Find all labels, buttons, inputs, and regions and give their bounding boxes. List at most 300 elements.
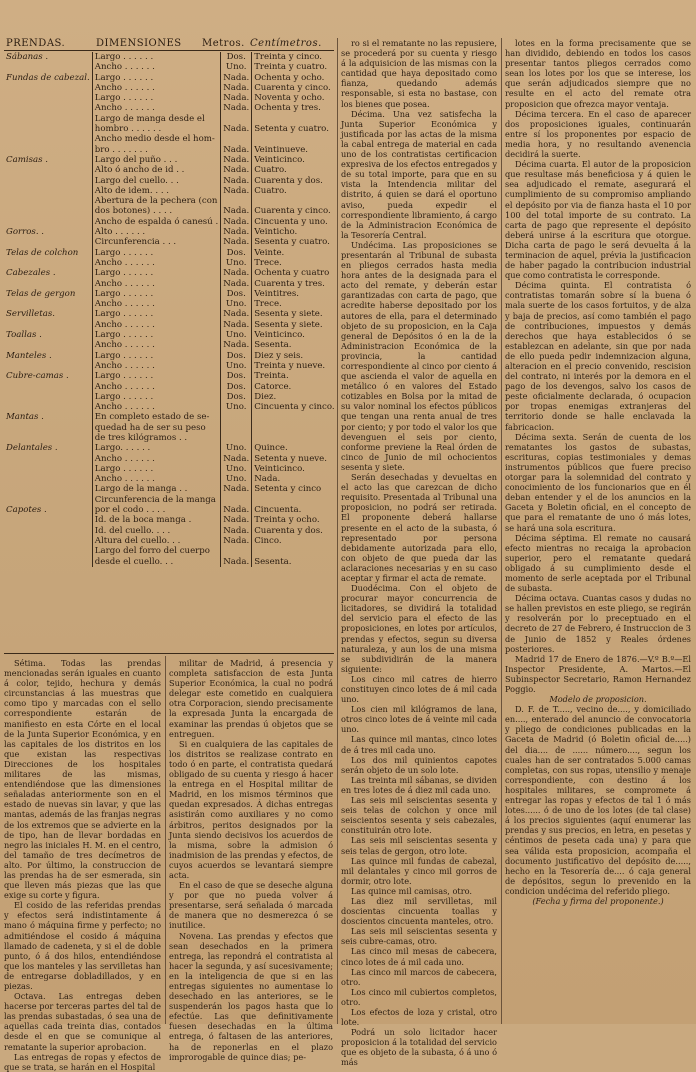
table-bottom-rule — [4, 653, 334, 654]
prenda-cell — [4, 454, 92, 464]
metros-cell: Uno. — [221, 361, 252, 371]
metros-cell — [221, 134, 252, 144]
prenda-cell — [4, 382, 92, 392]
paragraph: Las seis mil seiscientas sesenta y seis cubre-camas, otro. — [341, 926, 497, 947]
prenda-cell — [4, 258, 92, 268]
centimetros-cell: Trece. — [254, 257, 282, 268]
table-row — [4, 103, 337, 113]
metros-cell — [221, 546, 252, 556]
dimension-cell: bro . . . . . . . — [92, 145, 220, 155]
table-row — [4, 546, 337, 556]
table-row — [4, 330, 337, 340]
paragraph: Décima séptima. El remate no causará efecto mientras no recaiga la aprobacion superior, pero el rematante quedará obligado á su cumplimiento desde el momento de serle aceptada por el Tribunal de subasta. — [505, 532, 691, 594]
table-row — [4, 93, 337, 103]
centimetros-cell: Treinta y cinco. — [254, 52, 322, 62]
metros-cell: Nada. — [221, 515, 252, 525]
table-row — [4, 73, 337, 83]
table-row — [4, 309, 337, 319]
prenda-cell — [4, 114, 92, 124]
centimetros-cell: Cuatro. — [254, 185, 287, 196]
centimetros-cell: Veinte. — [254, 247, 285, 258]
centimetros-cell: Cincuenta y uno. — [254, 216, 328, 227]
centimetros-cell: Noventa y ocho. — [254, 93, 325, 104]
dimension-cell: Ancho . . . . . . — [92, 454, 220, 464]
prenda-cell — [4, 299, 92, 309]
table-row — [4, 155, 337, 165]
paragraph: Décima sexta. Serán de cuenta de los rematantes los gastos de subastas, escrituras, copias testimoniales y demas instrumentos públicos que fuere preciso otorgar para la solemnidad del contrato y conocimiento de los funcionarios que en él deban entender y el de los anuncios en la Gaceta y Boletin oficial, en el concepto de que para el rematante de uno ó más lotes, se hará una sola escritura. — [505, 431, 691, 533]
metros-cell: Dos. — [221, 289, 252, 299]
table-row — [4, 237, 337, 247]
centimetros-cell: Setenta y cuatro. — [254, 124, 329, 135]
metros-cell — [221, 196, 252, 206]
paragraph: Los cinco mil cubiertos completos, otro. — [341, 986, 497, 1007]
column-divider — [337, 38, 338, 1024]
centimetros-cell: Treinta y nueve. — [254, 360, 326, 371]
paragraph: Décima. Una vez satisfecha la Junta Superior Económica y justificada por las actas de la misma la cabal entrega de material en cada uno de los contratistas certificacion expresiva de los efectos entregados y de su total importe, para que en su vista la Intendencia militar del distrito, á quien se dará el oportuno aviso, pueda expedir el correspondiente libramiento, á cargo de la Administracion Económica de la Tesorería Central. — [341, 108, 497, 240]
prenda-cell — [4, 134, 92, 144]
text-column-middle — [341, 38, 497, 1068]
centimetros-cell: Ochenta y cuatro — [254, 268, 330, 279]
paragraph: D. F. de T....., vecino de...., y domiciliado en...., enterado del anuncio de convocatoria y pliego de condiciones publicadas en la Gaceta de Madrid (ó Boletin oficial de.....) del dia.... de ...... número...., segun los cuales han de ser contratados 5.000 camas completas, con sus ropas, utensilio y menaje correspondiente, con destino á los hospitales militares, se compromete á entregar las ropas y efectos de tal 1 ó más lotes...... ó de uno de los lotes (de tal clase) á los precios siguientes (aquí enumerar las prendas y sus precios, en letra, en pesetas y céntimos de peseta cada una) y para que sea válida esta proposicion, acompaña el documento justificativo del depósito de....., hecho en la Tesorería de.... ó caja general de depósitos, segun lo prevenido en la condicion undécima del referido pliego. — [505, 704, 691, 896]
dimension-cell: Alto ó ancho de id . . — [92, 165, 220, 175]
dimension-cell: Largo . . . . . . — [92, 309, 220, 319]
metros-cell: Nada. — [221, 165, 252, 175]
metros-cell — [221, 433, 252, 443]
table-row — [4, 351, 337, 361]
dimension-cell: Largo . . . . . . — [92, 371, 220, 381]
table-row — [4, 279, 337, 289]
centimetros-cell: Sesenta. — [254, 340, 292, 351]
prenda-cell — [4, 186, 92, 196]
table-row — [4, 371, 337, 381]
paragraph: Las quince mil fundas de cabezal, mil delantales y cinco mil gorros de dormir, otro lote. — [341, 855, 497, 886]
table-row — [4, 289, 337, 299]
centimetros-cell: Trece. — [254, 299, 282, 310]
metros-cell: Nada. — [221, 484, 252, 494]
header-prendas: PRENDAS. — [6, 38, 66, 49]
dimension-cell: Alto . . . . . . — [92, 227, 220, 237]
metros-cell: Uno. — [221, 464, 252, 474]
prenda-cell — [4, 93, 92, 103]
prenda-cell — [4, 237, 92, 247]
dimensions-table — [4, 52, 337, 567]
prenda-cell: Toallas . — [6, 330, 42, 341]
metros-cell: Nada. — [221, 268, 252, 278]
table-top-rule — [4, 50, 334, 51]
dimension-cell: Largo de la manga . . — [92, 484, 220, 494]
dimension-cell: Largo . . . . . . — [92, 330, 220, 340]
dimension-cell: Largo . . . . . . — [92, 351, 220, 361]
paragraph: militar de Madrid, á presencia y completa satisfaccion de esta Junta Superior Económica, la cual no podrá delegar este cometido en cualquiera otra Corporacion, siendo precisamente la expresada Junta la encargada de examinar las prendas ú objetos que se entreguen. — [169, 658, 333, 739]
metros-cell: Nada. — [221, 103, 252, 113]
dimension-cell: Largo del puño . . . — [92, 155, 220, 165]
dimension-cell: En completo estado de se- — [92, 412, 220, 422]
paragraph: Las seis mil seiscientas sesenta y seis telas de colchon y once mil seiscientos sesenta y seis cabezales, constituirán otro lote. — [341, 795, 497, 836]
metros-cell — [221, 114, 252, 124]
prenda-cell: Mantas . — [6, 412, 44, 423]
dimension-cell: Altura del cuello. . . — [92, 536, 220, 546]
table-row — [4, 340, 337, 350]
centimetros-cell: Veinticho. — [254, 227, 298, 238]
table-row — [4, 165, 337, 175]
metros-cell: Nada. — [221, 206, 252, 216]
paragraph: Undécima. Las proposiciones se presentarán al Tribunal de subasta en pliegos cerrados hasta media hora antes de la designada para el acto del remate, y deberán estar garantizadas con carta de pago, que acredite haberse depositado por los autores de ella, para el determinado objeto de su proposicion, en la Caja general de Depósitos ó en la de la Administracion Económica de la provincia, la cantidad correspondiente al cinco por ciento á que ascienda el valor de aquella en metálico ó en valores del Estado cotizables en Bolsa por la mitad de su valor nominal los efectos públicos que tengan una renta anual de tres por ciento; y por todo el valor los que devenguen el seis por ciento, conforme previene la Real órden de cinco de Junio de mil ochocientos sesenta y siete. — [341, 239, 497, 472]
dimension-cell: desde el cuello. . . — [92, 557, 220, 567]
dimension-cell: quedad ha de ser su peso — [92, 423, 220, 433]
table-row — [4, 412, 337, 422]
centimetros-cell: Sesenta. — [254, 556, 292, 567]
dimension-cell: Largo . . . . . . — [92, 268, 220, 278]
centimetros-cell — [252, 433, 337, 443]
metros-cell: Uno. — [221, 443, 252, 453]
prenda-cell — [4, 361, 92, 371]
prenda-cell — [4, 557, 92, 567]
prenda-cell — [4, 402, 92, 412]
metros-cell: Nada. — [221, 309, 252, 319]
centimetros-cell: Setenta y nueve. — [254, 453, 327, 464]
dimension-cell: Abertura de la pechera (con — [92, 196, 220, 206]
paragraph: Los cien mil kilógramos de lana, otros cinco lotes de á veinte mil cada uno. — [341, 704, 497, 735]
metros-cell: Uno. — [221, 299, 252, 309]
metros-cell: Nada. — [221, 454, 252, 464]
metros-cell: Dos. — [221, 392, 252, 402]
table-row — [4, 206, 337, 216]
prenda-cell: Servilletas. — [6, 309, 55, 320]
prenda-cell — [4, 392, 92, 402]
prenda-cell — [4, 423, 92, 433]
dimension-cell: Ancho . . . . . . — [92, 258, 220, 268]
centimetros-cell: Sesenta y siete. — [254, 309, 323, 320]
metros-cell: Nada. — [221, 279, 252, 289]
prenda-cell — [4, 526, 92, 536]
dimension-cell: hombro . . . . . . — [92, 124, 220, 134]
column-divider — [501, 38, 502, 1024]
metros-cell: Uno. — [221, 330, 252, 340]
paragraph: Los cinco mil catres de hierro constituyen cinco lotes de á mil cada uno. — [341, 673, 497, 705]
centimetros-cell: Cuarenta y dos. — [254, 175, 323, 186]
metros-cell — [221, 495, 252, 505]
prenda-cell — [4, 279, 92, 289]
paragraph: Décima octava. Cuantas casos y dudas no se hallen previstos en este pliego, se regirán y resolverán por lo preceptuado en el decreto de 27 de Febrero, é Instruccion de 3 de Junio de 1852 y Reales órdenes posteriores. — [505, 593, 691, 654]
table-row — [4, 484, 337, 494]
prenda-cell — [4, 474, 92, 484]
table-row — [4, 320, 337, 330]
paragraph: Las seis mil seiscientas sesenta y seis telas de gergon, otro lote. — [341, 835, 497, 856]
metros-cell: Nada. — [221, 155, 252, 165]
table-row — [4, 258, 337, 268]
centimetros-cell: Cuarenta y dos. — [254, 525, 323, 536]
centimetros-cell — [252, 114, 337, 124]
centimetros-cell: Treinta y cuatro. — [254, 62, 328, 73]
metros-cell: Uno. — [221, 474, 252, 484]
dimension-cell: Ancho . . . . . . — [92, 382, 220, 392]
dimension-cell: Id. de la boca manga . — [92, 515, 220, 525]
centimetros-cell: Treinta. — [254, 371, 289, 382]
metros-cell: Uno. — [221, 258, 252, 268]
metros-cell: Nada. — [221, 557, 252, 567]
paragraph: Podrá un solo licitador hacer proposicion á la totalidad del servicio que es objeto de la subasta, ó á uno ó más — [341, 1027, 497, 1068]
dimension-cell: Largo del cuello. . . — [92, 176, 220, 186]
metros-cell: Nada. — [221, 186, 252, 196]
metros-cell: Nada. — [221, 320, 252, 330]
metros-cell: Nada. — [221, 505, 252, 515]
paragraph: Modelo de proposicion. — [549, 694, 647, 705]
dimension-cell: Largo . . . . . . — [92, 52, 220, 62]
metros-cell: Nada. — [221, 227, 252, 237]
table-row — [4, 454, 337, 464]
prenda-cell — [4, 536, 92, 546]
metros-cell — [221, 412, 252, 422]
text-column-bottom-left — [4, 658, 161, 1072]
metros-cell: Dos. — [221, 52, 252, 62]
prenda-cell — [4, 196, 92, 206]
paragraph: Las cinco mil mesas de cabecera, cinco lotes de á mil cada uno. — [341, 946, 497, 967]
paragraph: Madrid 17 de Enero de 1876.—V.º B.º—El Inspector Presidente, A. Martos.—El Subinspector Secretario, Ramon Hernandez Poggio. — [505, 653, 691, 694]
dimension-cell: Circunferencia de la manga — [92, 495, 220, 505]
prenda-cell — [4, 484, 92, 494]
dimension-cell: Ancho de espalda ó canesú . — [92, 217, 220, 227]
centimetros-cell: Veinticinco. — [254, 463, 305, 474]
centimetros-cell — [252, 423, 337, 433]
prenda-cell: Delantales . — [6, 443, 58, 454]
dimension-cell: de tres kilógramos . . — [92, 433, 220, 443]
prenda-cell — [4, 217, 92, 227]
paragraph: lotes en la forma precisamente que se han dividido, debiendo en todos los casos presentar tantos pliegos cerrados como sean los lotes por los que se interese, los que serán adjudicados siempre que no resulte en el acto del remate otra proposicion que ofrezca mayor ventaja. — [505, 38, 691, 109]
paragraph: (Fecha y firma del proponente.) — [532, 895, 664, 906]
prenda-cell: Fundas de cabezal. — [6, 72, 90, 83]
prenda-cell — [4, 546, 92, 556]
prenda-cell — [4, 495, 92, 505]
prenda-cell — [4, 145, 92, 155]
metros-cell: Nada. — [221, 73, 252, 83]
table-row — [4, 495, 337, 505]
metros-cell: Nada. — [221, 536, 252, 546]
paragraph: Décima quinta. El contratista ó contratistas tomarán sobre sí la buena ó mala suerte de los casos fortuitos, y de alza y baja de precios, así como también el pago de contribuciones, impuestos y demás derechos que haya establecidos ó se establezcan en adelante, sin que por nada de ello pueda pedir indemnizacion alguna, alteracion en el precio convenido, rescision del contrato, ni interés por la demora en el pago de los devengos, salvo los casos de peste oficialmente declarada, ó ocupacion por tropas enemigas extranjeras del territorio donde se halle enclavada la fabricacion. — [505, 280, 691, 432]
metros-cell: Nada. — [221, 217, 252, 227]
dimension-cell: Largo . . . . . . — [92, 392, 220, 402]
dimension-cell: Ancho medio desde el hom- — [92, 134, 220, 144]
centimetros-cell: Treinta y ocho. — [254, 515, 320, 526]
prenda-cell — [4, 103, 92, 113]
metros-cell: Nada. — [221, 176, 252, 186]
dimension-cell: Ancho . . . . . . — [92, 299, 220, 309]
dimension-cell: Ancho . . . . . . — [92, 340, 220, 350]
header-centimetros: Centímetros. — [250, 38, 322, 49]
header-dimensiones: DIMENSIONES — [96, 38, 182, 49]
dimension-cell: dos botones) . . . . — [92, 206, 220, 216]
paragraph: Las treinta mil sábanas, se dividen en tres lotes de á diez mil cada uno. — [341, 774, 497, 795]
centimetros-cell — [252, 134, 337, 144]
table-row — [4, 402, 337, 412]
centimetros-cell: Diez y seis. — [254, 350, 304, 361]
table-row — [4, 114, 337, 124]
centimetros-cell: Cincuenta. — [254, 505, 302, 516]
paragraph: Las entregas de ropas y efectos de que se trata, se harán en el Hospital — [4, 1051, 161, 1072]
metros-cell: Dos. — [221, 248, 252, 258]
table-row — [4, 176, 337, 186]
table-row — [4, 474, 337, 484]
prenda-cell — [4, 62, 92, 72]
table-row — [4, 196, 337, 206]
centimetros-cell: Diez. — [254, 391, 277, 402]
centimetros-cell: Ochenta y ocho. — [254, 72, 325, 83]
prenda-cell: Sábanas . — [6, 52, 49, 62]
table-row — [4, 83, 337, 93]
text-column-bottom-middle — [169, 658, 333, 1062]
prenda-cell — [4, 83, 92, 93]
table-row — [4, 268, 337, 278]
dimension-cell: Id. del cuello. . . . — [92, 526, 220, 536]
text-column-right — [505, 38, 691, 1022]
paragraph: Novena. Las prendas y efectos que sean desechados en la primera entrega, las repondrá el contratista al hacer la segunda, y así sucesivamente; en la inteligencia de que si en las entregas siguientes no aumentase lo desechado en las anteriores, se le suspenderán los pagos hasta que lo efectúe. Las que definitivamente fuesen desechadas en la última entrega, ó faltasen de las anteriores, ha de reponerlas en el plazo improrogable de quince dias; pe- — [169, 930, 333, 1062]
centimetros-cell: Sesenta y cuatro. — [254, 237, 330, 248]
dimension-cell: Largo . . . . . . — [92, 248, 220, 258]
metros-cell — [221, 423, 252, 433]
dimension-cell: Largo . . . . . . — [92, 73, 220, 83]
prenda-cell: Manteles . — [6, 350, 52, 361]
dimension-cell: Alto de idem. . . . — [92, 186, 220, 196]
prenda-cell — [4, 515, 92, 525]
centimetros-cell: Catorce. — [254, 381, 292, 392]
prenda-cell — [4, 206, 92, 216]
table-row — [4, 134, 337, 144]
paragraph: Décima tercera. En el caso de aparecer dos proposiciones iguales, continuarán entre sí los proponentes por espacio de media hora, y no resultando avenencia decidirá la suerte. — [505, 108, 691, 160]
table-row — [4, 392, 337, 402]
paragraph: Duodécima. Con el objeto de procurar mayor concurrencia de licitadores, se dividirá la totalidad del servicio para el efecto de las proposiciones, en lotes por artículos, prendas y efectos, segun su diversa naturaleza, y aun los de una misma se subdividirán de la manera siguiente: — [341, 583, 497, 674]
centimetros-cell — [252, 546, 337, 556]
paragraph: Serán desechadas y devueltas en el acto las que carezcan de dicho requisito. Presentada al Tribunal una proposicion, no podrá ser retirada. El proponente deberá hallarse presente en el acto de la subasta, ó representado por persona debidamente autorizada para ello, con objeto de que pueda dar las aclaraciones necesarias y en su caso aceptar y firmar el acta de remate. — [341, 472, 497, 583]
table-row — [4, 52, 337, 62]
dimension-cell: Ancho . . . . . . — [92, 62, 220, 72]
centimetros-cell: Setenta y cinco — [254, 484, 322, 495]
table-row — [4, 382, 337, 392]
paragraph: Sétima. Todas las prendas mencionadas serán iguales en cuanto á color, tejido, hechura y demás circunstancias á las muestras que como tipo y marcadas con el sello correspondiente estarán de manifiesto en esta Córte en el local de la Junta Superior Económica, y en las capitales de los distritos en los que existan las respectivas Direcciones de los hospitales militares de las mismas, entendiéndose que las dimensiones señaladas anteriormente son en el estado de nuevas sin lavar, y que las mantas, además de las franjas negras de los extremos que se advierte en la de tipo, han de llevar bordadas en negro las iniciales H. M. en el centro, del tamaño de tres decímetros de alto. Por último, la construccion de las prendas ha de ser esmerada, sin que lleven más piezas que las que exige su corte y figura. — [4, 658, 161, 901]
table-row — [4, 227, 337, 237]
paragraph: Los efectos de loza y cristal, otro lote. — [341, 1007, 497, 1028]
centimetros-cell: Ochenta y tres. — [254, 103, 321, 114]
table-row — [4, 433, 337, 443]
table-row — [4, 361, 337, 371]
table-row — [4, 443, 337, 453]
prenda-cell: Camisas . — [6, 154, 49, 165]
column-divider — [165, 656, 166, 1024]
dimension-cell: Ancho . . . . . . — [92, 361, 220, 371]
metros-cell: Nada. — [221, 83, 252, 93]
table-row — [4, 217, 337, 227]
dimension-cell: Circunferencia . . . — [92, 237, 220, 247]
prenda-cell — [4, 176, 92, 186]
metros-cell: Dos. — [221, 382, 252, 392]
prenda-cell — [4, 433, 92, 443]
metros-cell: Nada. — [221, 93, 252, 103]
dimension-cell: Largo de manga desde el — [92, 114, 220, 124]
prenda-cell — [4, 340, 92, 350]
centimetros-cell: Cuatro. — [254, 165, 287, 176]
table-row — [4, 145, 337, 155]
centimetros-cell — [252, 196, 337, 206]
metros-cell: Nada. — [221, 237, 252, 247]
centimetros-cell: Veintinueve. — [254, 144, 309, 155]
paragraph: Las quince mil camisas, otro. — [351, 885, 473, 896]
centimetros-cell — [252, 412, 337, 422]
table-row — [4, 515, 337, 525]
metros-cell: Dos. — [221, 371, 252, 381]
metros-cell: Uno. — [221, 62, 252, 72]
dimension-cell: Ancho . . . . . . — [92, 402, 220, 412]
metros-cell: Dos. — [221, 351, 252, 361]
prenda-cell: Cubre-camas . — [6, 371, 69, 382]
centimetros-cell: Cuarenta y tres. — [254, 278, 325, 289]
centimetros-cell: Cuarenta y cinco. — [254, 206, 331, 217]
dimension-cell: Largo del forro del cuerpo — [92, 546, 220, 556]
prenda-cell: Telas de gergon — [6, 288, 76, 299]
metros-cell: Nada. — [221, 526, 252, 536]
metros-cell: Nada. — [221, 124, 252, 134]
dimension-cell: Ancho . . . . . . — [92, 320, 220, 330]
paragraph: Décima cuarta. El autor de la proposicion que resultase más beneficiosa y á quien le sea adjudicado el remate, asegurará el cumplimiento de su compromiso ampliando el depósito por via de fianza hasta el 10 por 100 del total importe de su contrato. La carta de pago que represente el depósito deberá unirse á la escritura que otorgue. Dicha carta de pago le será devuelta á la terminacion de aquel, prévia la justificacion de haber pagado la contribucion industrial que como contratista le corresponde. — [505, 159, 691, 281]
table-row — [4, 124, 337, 134]
paragraph: Las quince mil mantas, cinco lotes de á tres mil cada uno. — [341, 734, 497, 755]
paragraph: ro si el rematante no las repusiere, se procederá por su cuenta y riesgo á la adquisicion de las mismas con la cantidad que haya depositado como fianza, quedando además responsable, si esta no bastase, con los bienes que posea. — [341, 38, 497, 109]
metros-cell: Uno. — [221, 402, 252, 412]
table-row — [4, 505, 337, 515]
dimension-cell: Ancho . . . . . . — [92, 279, 220, 289]
prenda-cell — [4, 124, 92, 134]
paragraph: En el caso de que se deseche alguna y por que no pueda volver á presentarse, será señalada ó marcada de manera que no desmerezca ó se inutilice. — [169, 880, 333, 931]
table-row — [4, 62, 337, 72]
header-metros: Metros. — [202, 38, 245, 49]
prenda-cell: Telas de colchon — [6, 247, 79, 258]
table-row — [4, 423, 337, 433]
paragraph: Las diez mil servilletas, mil doscientas cincuenta toallas y doscientos cincuenta manteles, otro. — [341, 895, 497, 927]
dimension-cell: por el codo . . . . — [92, 505, 220, 515]
table-row — [4, 248, 337, 258]
dimension-cell: Largo . . . . . . — [92, 289, 220, 299]
metros-cell: Nada. — [221, 145, 252, 155]
table-row — [4, 536, 337, 546]
table-row — [4, 557, 337, 567]
paragraph: Octava. Las entregas deben hacerse por terceras partes del tal de las prendas subastadas, ó sea una de aquellas cada treinta dias, contados desde el en que se comunique al rematante la superior aprobacion. — [4, 991, 161, 1052]
table-row — [4, 464, 337, 474]
dimension-cell: Ancho . . . . . . — [92, 474, 220, 484]
prenda-cell: Gorros. . — [6, 227, 45, 238]
dimension-cell: Largo . . . . . . — [92, 93, 220, 103]
centimetros-cell: Sesenta y siete. — [254, 319, 323, 330]
centimetros-cell: Cinco. — [254, 535, 282, 546]
metros-cell: Nada. — [221, 340, 252, 350]
centimetros-cell: Cincuenta y cinco. — [254, 402, 335, 413]
dimension-cell: Ancho . . . . . . — [92, 103, 220, 113]
prenda-cell: Cabezales . — [6, 268, 56, 279]
table-row — [4, 299, 337, 309]
centimetros-cell: Cuarenta y cinco. — [254, 82, 331, 93]
paragraph: Si en cualquiera de las capitales de los distritos se realizase contrato en todo ó en parte, el contratista quedará obligado de su cuenta y riesgo á hacer la entrega en el Hospital militar de Madrid, en los mismos términos que quedan expresados. Á dichas entregas asistirán como auxiliares y no como árbitros, peritos designados por la Junta siendo decisivos los acuerdos de la misma, sobre la admision ó inadmision de las prendas y efectos, de cuyos acuerdos se levantará siempre acta. — [169, 738, 333, 880]
prenda-cell — [4, 320, 92, 330]
dimension-cell: Largo. . . . . . — [92, 443, 220, 453]
centimetros-cell: Quince. — [254, 443, 288, 454]
dimension-cell: Largo . . . . . . — [92, 464, 220, 474]
paragraph: Los dos mil quinientos capotes serán objeto de un solo lote. — [341, 754, 497, 775]
centimetros-cell — [252, 495, 337, 505]
centimetros-cell: Nada. — [254, 474, 281, 485]
prenda-cell — [4, 165, 92, 175]
prenda-cell — [4, 464, 92, 474]
table-row — [4, 186, 337, 196]
prenda-cell: Capotes . — [6, 505, 47, 516]
paragraph: El cosido de las referidas prendas y efectos será indistintamente á mano ó máquina firme y perfecto; no admitiéndose el cosido á máquina llamado de cadeneta, y si el de doble punto, ó á dos hilos, entendiéndose que los manteles y las servilletas han de entregarse dobladillados, y en piezas. — [4, 900, 161, 991]
centimetros-cell: Veintitres. — [254, 288, 299, 299]
centimetros-cell: Veinticinco. — [254, 330, 305, 341]
